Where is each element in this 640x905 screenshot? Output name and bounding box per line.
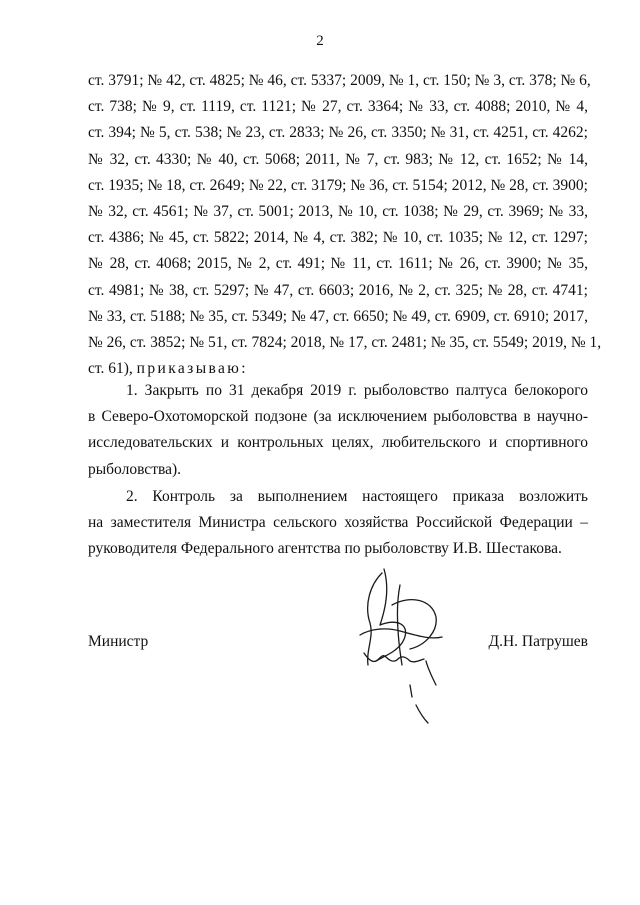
citation-line: № 32, ст. 4330; № 40, ст. 5068; 2011, № 7, ст. 983; № 12, ст. 1652; № 14, bbox=[88, 150, 588, 168]
citation-line: ст. 4981; № 38, ст. 5297; № 47, ст. 6603; 2016, № 2, ст. 325; № 28, ст. 4741; bbox=[88, 281, 588, 299]
clause-2-line: руководителя Федерального агентства по рыболовству И.В. Шестакова. bbox=[88, 540, 562, 558]
clause-2 bbox=[88, 484, 588, 563]
signatory-title: Министр bbox=[88, 633, 149, 650]
citation-line: ст. 4386; № 45, ст. 5822; 2014, № 4, ст. 382; № 10, ст. 1035; № 12, ст. 1297; bbox=[88, 229, 588, 247]
clause-1-line: в Северо-Охотоморской подзоне (за исключением рыболовства в научно- bbox=[88, 408, 588, 426]
handwritten-signature bbox=[340, 565, 450, 725]
citation-line: ст. 3791; № 42, ст. 4825; № 46, ст. 5337; 2009, № 1, ст. 150; № 3, ст. 378; № 6, bbox=[88, 72, 591, 89]
signatory-name: Д.Н. Патрушев bbox=[488, 633, 588, 650]
citation-line: № 26, ст. 3852; № 51, ст. 7824; 2018, № 17, ст. 2481; № 35, ст. 5549; 2019, № 1, bbox=[88, 333, 602, 351]
order-word: приказываю: bbox=[136, 360, 248, 378]
clause-2-line: на заместителя Министра сельского хозяйства Российской Федерации – bbox=[88, 514, 588, 532]
page-number: 2 bbox=[316, 33, 324, 49]
clause-1-line: рыболовства). bbox=[88, 460, 181, 478]
citation-line: № 32, ст. 4561; № 37, ст. 5001; 2013, № 10, ст. 1038; № 29, ст. 3969; № 33, bbox=[88, 202, 588, 220]
clause-2-line: 2. Контроль за выполнением настоящего приказа возложить bbox=[126, 488, 588, 505]
citation-line: ст. 1935; № 18, ст. 2649; № 22, ст. 3179; № 36, ст. 5154; 2012, № 28, ст. 3900; bbox=[88, 176, 588, 194]
legal-citations-paragraph bbox=[88, 68, 602, 382]
clause-1-line: исследовательских и контрольных целях, любительского и спортивного bbox=[88, 434, 588, 452]
citation-line: № 33, ст. 5188; № 35, ст. 5349; № 47, ст. 6650; № 49, ст. 6909, ст. 6910; 2017, bbox=[88, 307, 588, 325]
citation-line: ст. 738; № 9, ст. 1119, ст. 1121; № 27, ст. 3364; № 33, ст. 4088; 2010, № 4, bbox=[88, 98, 588, 116]
clause-1-line: 1. Закрыть по 31 декабря 2019 г. рыболовство палтуса белокорого bbox=[126, 382, 588, 399]
citation-tail: ст. 61), bbox=[88, 360, 133, 378]
citation-line: № 28, ст. 4068; 2015, № 2, ст. 491; № 11, ст. 1611; № 26, ст. 3900; № 35, bbox=[88, 255, 588, 273]
clause-1 bbox=[88, 378, 588, 483]
citation-line: ст. 394; № 5, ст. 538; № 23, ст. 2833; № 26, ст. 3350; № 31, ст. 4251, ст. 4262; bbox=[88, 124, 588, 142]
